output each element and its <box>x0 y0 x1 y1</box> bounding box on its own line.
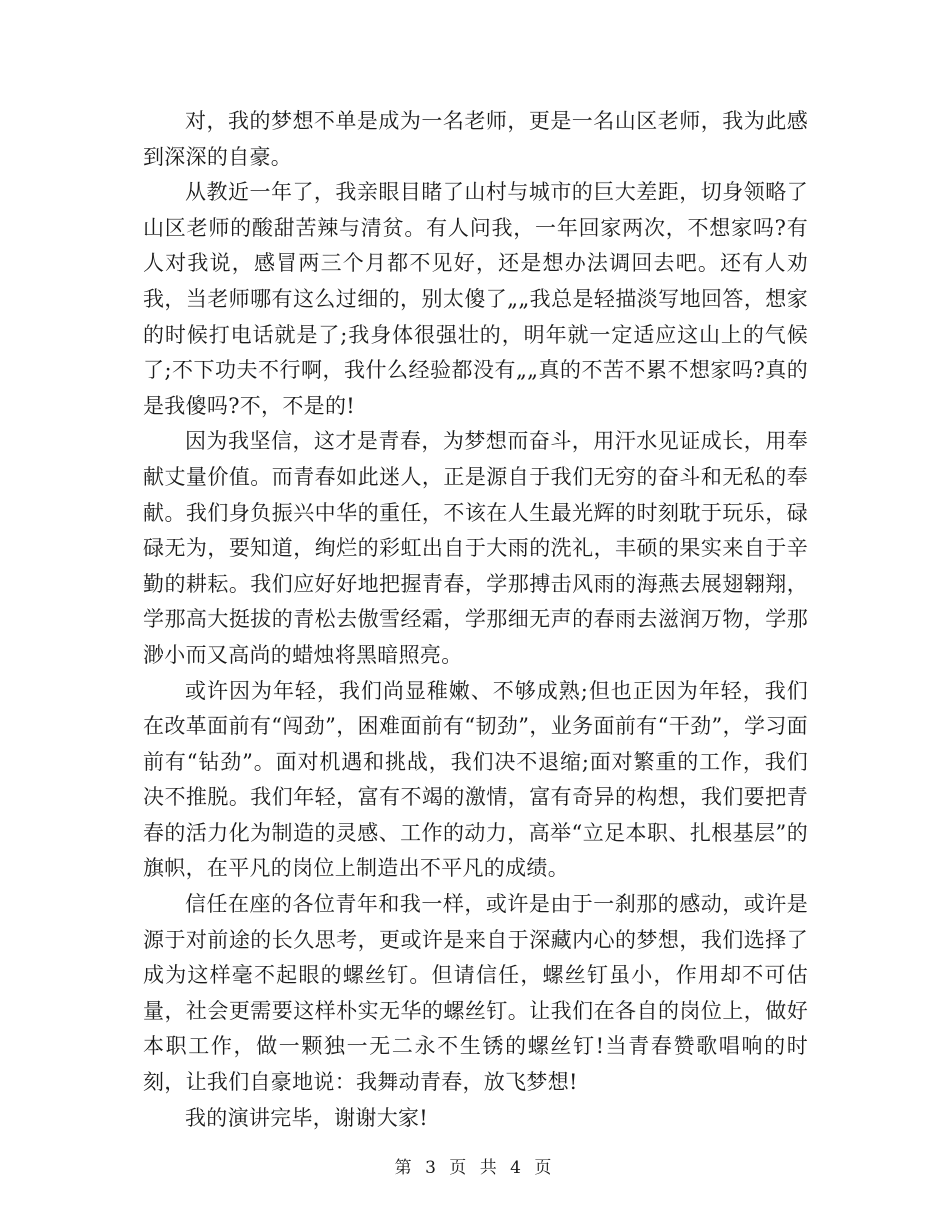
paragraph-youthful-drive: 或许因为年轻，我们尚显稚嫩、不够成熟;但也正因为年轻，我们在改革面前有“闯劲”，困难面前有“韧劲”，业务面前有“干劲”，学习面前有“钻劲”。面对机遇和挑战，我们决不退缩;面对繁重的工作，我们决不推脱。我们年轻，富有不竭的激情，富有奇异的构想，我们要把青春的活力化为制造的灵感、工作的动力，高举“立足本职、扎根基层”的旗帜，在平凡的岗位上制造出不平凡的成绩。 <box>143 678 808 881</box>
page-number-footer: 第 3 页 共 4 页 <box>394 1158 556 1178</box>
speech-body <box>143 104 808 1136</box>
paragraph-dream-pride: 对，我的梦想不单是成为一名老师，更是一名山区老师，我为此感到深深的自豪。 <box>143 109 808 169</box>
paragraph-youth-belief: 因为我坚信，这才是青春，为梦想而奋斗，用汗水见证成长，用奉献丈量价值。而青春如此迷人，正是源自于我们无穷的奋斗和无私的奉献。我们身负振兴中华的重任，不该在人生最光辉的时刻耽于玩乐，碌碌无为，要知道，绚烂的彩虹出自于大雨的洗礼，丰硕的果实来自于辛勤的耕耘。我们应好好地把握青春，学那搏击风雨的海燕去展翅翱翔，学那高大挺拔的青松去傲雪经霜，学那细无声的春雨去滋润万物，学那渺小而又高尚的蜡烛将黑暗照亮。 <box>143 429 808 667</box>
paragraph-screw-metaphor: 信任在座的各位青年和我一样，或许是由于一刹那的感动，或许是源于对前途的长久思考，更或许是来自于深藏内心的梦想，我们选择了成为这样毫不起眼的螺丝钉。但请信任，螺丝钉虽小，作用却不可估量，社会更需要这样朴实无华的螺丝钉。让我们在各自的岗位上，做好本职工作，做一颗独一无二永不生锈的螺丝钉!当青春赞歌唱响的时刻，让我们自豪地说：我舞动青春，放飞梦想! <box>143 892 808 1095</box>
paragraph-teaching-year: 从教近一年了，我亲眼目睹了山村与城市的巨大差距，切身领略了山区老师的酸甜苦辣与清贫。有人问我，一年回家两次，不想家吗?有人对我说，感冒两三个月都不见好，还是想办法调回去吧。还有人劝我，当老师哪有这么过细的，别太傻了„„我总是轻描淡写地回答，想家的时候打电话就是了;我身体很强壮的，明年就一定适应这山上的气候了;不下功夫不行啊，我什么经验都没有„„真的不苦不累不想家吗?真的是我傻吗?不，不是的! <box>143 180 808 418</box>
paragraph-closing: 我的演讲完毕，谢谢大家! <box>185 1105 429 1130</box>
